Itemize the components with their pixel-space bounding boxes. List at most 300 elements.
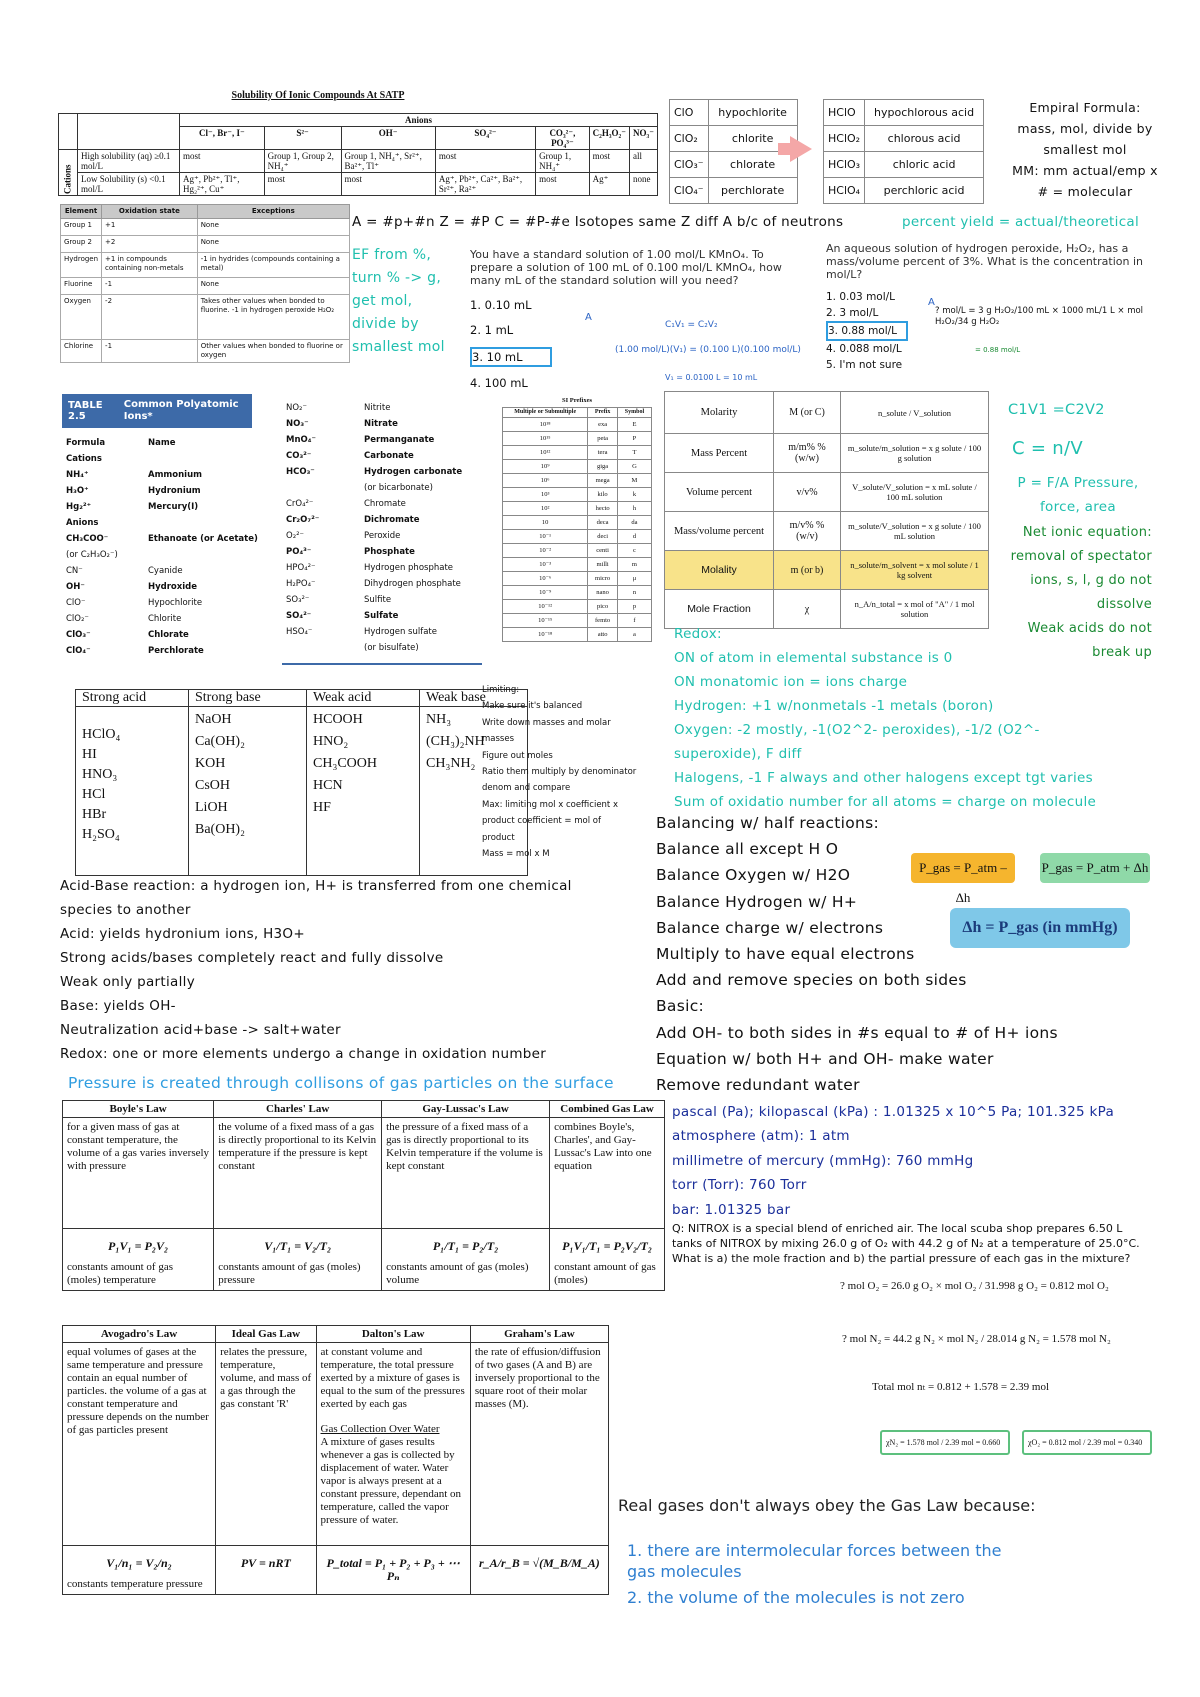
ion-row	[66, 579, 266, 595]
arrow-right-icon	[790, 136, 812, 162]
ion-name: Nitrite	[364, 403, 391, 413]
note-line: Balancing w/ half reactions:	[656, 814, 879, 832]
law-constants: constants amount of gas (moles) volume	[386, 1261, 529, 1286]
anions-label: Anions	[66, 518, 99, 528]
measure-formula: m_solute/m_solution = x g solute / 100 g solution	[841, 434, 989, 473]
table-cell: giga	[588, 460, 618, 474]
formula-cell: HClO₃	[824, 152, 865, 178]
note-line: superoxide), F diff	[674, 746, 802, 762]
ion-name: Hydrogen sulfate	[364, 627, 437, 637]
table-cell: da	[617, 516, 651, 530]
formula-cell: HClO	[824, 100, 865, 126]
h2o2-work: ? mol/L = 3 g H₂O₂/100 mL × 1000 mL/1 L × mol H₂O₂/34 g H₂O₂	[935, 306, 1144, 327]
acid-base-column	[76, 707, 189, 876]
polyatomic-list-2	[286, 400, 486, 656]
nitrox-question: Q: NITROX is a special blend of enriched air. The local scuba shop prepares 6.50 L tanks of NITROX by mixing 26.0 g of O₂ with 44.2 g of N₂ at a temperature of 25.0°C. What is a) the mole fraction and b) the partial pressure of each gas in the mixture?	[672, 1222, 1140, 1265]
note-line: removal of spectator	[1010, 549, 1152, 564]
table-cell: centi	[588, 544, 618, 558]
ion-formula: SO₃²⁻	[286, 595, 310, 605]
note-line: dissolve	[1096, 597, 1152, 612]
solubility-row-label: Low Solubility (s) <0.1 mol/L	[78, 173, 180, 196]
ion-formula: SO₄²⁻	[286, 611, 312, 621]
ion-row	[66, 547, 266, 563]
law-constants: constants amount of gas (moles) temperature	[67, 1261, 174, 1286]
answer-option: 2. 3 mol/L	[826, 307, 879, 319]
gas-law-formula-cell	[216, 1546, 316, 1595]
ion-row	[286, 560, 486, 576]
table-cell: most	[180, 150, 265, 173]
formula-cell: ClO	[670, 100, 709, 126]
note-line: Ratio them multiply by denominator	[482, 767, 637, 778]
note-line: break up	[1092, 645, 1152, 660]
solubility-table	[58, 113, 658, 196]
solubility-section	[58, 90, 658, 196]
cations-label: Cations	[66, 454, 102, 464]
compound: H₂SO₄	[82, 827, 120, 842]
note-line: Make sure it's balanced	[482, 701, 583, 712]
note-line: Mass = mol x M	[482, 849, 550, 860]
table-cell: atto	[588, 628, 618, 642]
answer-option: 5. I'm not sure	[826, 359, 903, 371]
gas-law-formula-cell	[63, 1229, 214, 1291]
ion-row	[66, 595, 266, 611]
compound: HNO₂	[313, 734, 349, 749]
ion-row	[286, 608, 486, 624]
table-cell: -1 in hydrides (compounds containing a metal)	[197, 253, 349, 278]
solubility-title: Solubility Of Ionic Compounds At SATP	[231, 90, 405, 101]
limiting-notes	[482, 682, 662, 862]
measure-symbol: χ	[774, 590, 841, 629]
gas-law-formula-cell	[214, 1229, 382, 1291]
ion-formula: NO₃⁻	[286, 419, 309, 429]
real-gases-title: Real gases don't always obey the Gas Law because:	[618, 1496, 1036, 1515]
gas-law-title: Ideal Gas Law	[216, 1326, 316, 1343]
ion-row	[66, 563, 266, 579]
table-cell: 10⁻⁹	[503, 586, 588, 600]
table-cell: 10	[503, 516, 588, 530]
table-cell: 10⁻³	[503, 558, 588, 572]
measure-name: Mass/volume percent	[665, 512, 774, 551]
formula-cell: ClO₄⁻	[670, 178, 709, 204]
table-cell: None	[197, 236, 349, 253]
ion-row	[286, 480, 486, 496]
anion-header: Cl⁻, Br⁻, I⁻	[180, 127, 265, 150]
compound: HCOOH	[313, 712, 363, 727]
ion-row	[66, 483, 266, 499]
table-cell: -1	[102, 278, 198, 295]
gas-law-title: Boyle's Law	[63, 1101, 214, 1118]
ion-name: Peroxide	[364, 531, 401, 541]
answer-option: 4. 100 mL	[470, 376, 528, 390]
table-row	[665, 512, 989, 551]
table-cell: most	[536, 173, 590, 196]
law-text: for a given mass of gas at constant temperature, the volume of a gas varies inversely with pressure	[67, 1121, 210, 1172]
note-line: Weak only partially	[60, 974, 195, 990]
table-cell: M	[617, 474, 651, 488]
table-cell: micro	[588, 572, 618, 586]
ion-row	[66, 435, 266, 451]
oxidation-state-table	[60, 204, 350, 363]
law-text: combines Boyle's, Charles', and Gay-Lussac's Law into one equation	[554, 1121, 652, 1172]
note-line: Limiting:	[482, 685, 520, 695]
table-row	[61, 253, 350, 278]
answer-option: 4. 0.088 mol/L	[826, 343, 902, 355]
table-cell: 10¹⁵	[503, 432, 588, 446]
ion-formula: ClO⁻	[66, 598, 86, 608]
measure-symbol: m (or b)	[774, 551, 841, 590]
table-cell: mega	[588, 474, 618, 488]
name-cell: hypochlorite	[708, 100, 797, 126]
gas-law-title: Dalton's Law	[316, 1326, 470, 1343]
compound: HCl	[82, 787, 106, 802]
note-line: ON monatomic ion = ions charge	[674, 674, 908, 690]
answer-option: 1. 0.10 mL	[470, 298, 532, 312]
ion-name: Hydronium	[148, 486, 201, 496]
measure-formula: V_solute/V_solution = x mL solute / 100 mL solution	[841, 473, 989, 512]
law-formula: P_total = P₁ + P₂ + P₃ + ⋯ Pₙ	[326, 1556, 460, 1583]
ion-name: Chlorate	[148, 630, 189, 640]
table-cell: hecto	[588, 502, 618, 516]
answer-mark: A	[585, 312, 592, 323]
note-line: Redox:	[674, 626, 722, 642]
note-line: Halogens, -1 F always and other halogens except tgt varies	[674, 770, 1093, 786]
ion-name: (or bicarbonate)	[364, 483, 433, 493]
gas-law-description	[63, 1343, 216, 1546]
table-cell: 10⁶	[503, 474, 588, 488]
table-cell: μ	[617, 572, 651, 586]
dilution-work-2: (1.00 mol/L)(V₁) = (0.100 L)(0.100 mol/L)	[615, 345, 801, 355]
table-cell: most	[341, 173, 435, 196]
ion-name: Sulfate	[364, 611, 399, 621]
acid-base-notes	[60, 874, 660, 1066]
table-header: Oxidation state	[102, 205, 198, 219]
name-cell: chlorous acid	[865, 126, 984, 152]
law-formula: PV = nRT	[240, 1556, 291, 1570]
compound: LiOH	[195, 800, 228, 815]
ion-name: Mercury(I)	[148, 502, 199, 512]
table-cell: -2	[102, 295, 198, 340]
table-header: Multiple or Submultiple	[503, 408, 588, 418]
ion-formula: H₃O⁺	[66, 486, 89, 496]
ion-row	[286, 448, 486, 464]
gas-law-formula-cell	[63, 1546, 216, 1595]
compound: Ca(OH)₂	[195, 734, 245, 749]
note-line: species to another	[60, 902, 191, 918]
ion-name: Nitrate	[364, 419, 398, 429]
table-row	[824, 126, 984, 152]
table-cell: 10¹⁸	[503, 418, 588, 432]
table-row	[670, 152, 798, 178]
table-cell: deci	[588, 530, 618, 544]
formula-cell: ClO₂	[670, 126, 709, 152]
measure-symbol: m/v% % (w/v)	[774, 512, 841, 551]
ion-name: Hydrogen phosphate	[364, 563, 454, 573]
c-nv-note: C = n/V	[1012, 438, 1083, 459]
nitrox-work-o2: ? mol O₂ = 26.0 g O₂ × mol O₂ / 31.998 g O₂ = 0.812 mol O₂	[840, 1280, 1109, 1292]
ion-row	[286, 624, 486, 640]
note-line: # = molecular	[1037, 184, 1133, 199]
table-cell: femto	[588, 614, 618, 628]
law-constants: constants amount of gas (moles) pressure	[218, 1261, 361, 1286]
pressure-units	[672, 1100, 1192, 1222]
table-cell: 10⁹	[503, 460, 588, 474]
table-cell: most	[435, 150, 535, 173]
ion-name: Sulfite	[364, 595, 392, 605]
table-row	[824, 178, 984, 204]
note-line: Base: yields OH-	[60, 998, 176, 1014]
note-line: Hydrogen: +1 w/nonmetals -1 metals (boron)	[674, 698, 994, 714]
note-line: Net ionic equation:	[1022, 525, 1152, 540]
measure-name: Molarity	[665, 392, 774, 434]
law-text: at constant volume and temperature, the total pressure exerted by a mixture of gases is equal to the sum of the pressures exerted by each gas	[320, 1346, 465, 1410]
measure-symbol: M (or C)	[774, 392, 841, 434]
table-cell: P	[617, 432, 651, 446]
note-line: denom and compare	[482, 783, 571, 794]
pgas-minus-box: P_gas = P_atm – Δh	[911, 853, 1015, 883]
table-cell: c	[617, 544, 651, 558]
measure-formula: m_solute/V_solution = x g solute / 100 mL solution	[841, 512, 989, 551]
table-cell: Chlorine	[61, 340, 102, 363]
formula-cell: ClO₃⁻	[670, 152, 709, 178]
table-cell: pico	[588, 600, 618, 614]
note-line: Sum of oxidatio number for all atoms = charge on molecule	[674, 794, 1097, 810]
table-cell: -1	[102, 340, 198, 363]
measure-name: Molality	[665, 551, 774, 590]
gas-law-formula-cell	[470, 1546, 608, 1595]
anion-header: C₂H₃O₂⁻	[589, 127, 629, 150]
answer-option: 2. 1 mL	[470, 323, 514, 337]
mole-fraction-n2: χN₂ = 1.578 mol / 2.39 mol = 0.660	[880, 1430, 1010, 1455]
table-header: Strong base	[189, 690, 307, 707]
table-cell: E	[617, 418, 651, 432]
ion-name: Name	[148, 438, 176, 448]
table-cell: tera	[588, 446, 618, 460]
table-cell: Group 1	[61, 219, 102, 236]
gas-law-description	[470, 1343, 608, 1546]
table-cell: most	[264, 173, 341, 196]
ion-formula: CO₃²⁻	[286, 451, 312, 461]
ion-name: Chlorite	[148, 614, 182, 624]
table-cell: Ag⁺	[589, 173, 629, 196]
law-formula: P₁V₁/T₁ = P₂V₂/T₂	[562, 1239, 652, 1253]
table-cell: most	[589, 150, 629, 173]
table-cell: none	[630, 173, 658, 196]
note-line: Empiral Formula:	[1029, 100, 1141, 115]
note-line: Basic:	[656, 997, 705, 1016]
ion-name: Chromate	[364, 499, 406, 509]
name-cell: hypochlorous acid	[865, 100, 984, 126]
compound: (CH₃)₂NH	[426, 734, 485, 749]
acid-base-column	[307, 707, 420, 876]
table-cell: Hydrogen	[61, 253, 102, 278]
oxyacid-table	[823, 99, 984, 204]
table-cell: Group 2	[61, 236, 102, 253]
anion-header: OH⁻	[341, 127, 435, 150]
note-line: torr (Torr): 760 Torr	[672, 1177, 807, 1194]
answer-option: 3. 10 mL	[470, 347, 552, 367]
table-label: TABLE 2.5	[68, 400, 103, 422]
ion-formula: Formula	[66, 438, 106, 448]
anion-header: SO₄²⁻	[435, 127, 535, 150]
table-cell: 10¹²	[503, 446, 588, 460]
pressure-note: Pressure is created through collisons of gas particles on the surface	[68, 1074, 614, 1092]
pgas-plus-box: P_gas = P_atm + Δh	[1040, 853, 1150, 883]
table-cell: milli	[588, 558, 618, 572]
acid-base-table	[75, 689, 528, 876]
ion-name: Ethanoate (or Acetate)	[148, 534, 258, 544]
table-cell: G	[617, 460, 651, 474]
ion-formula: (or C₂H₃O₂⁻)	[66, 550, 118, 560]
compound: HF	[313, 800, 331, 815]
note-line: Balance charge w/ electrons	[656, 918, 884, 937]
gas-law-title: Charles' Law	[214, 1101, 382, 1118]
table-cell: exa	[588, 418, 618, 432]
ion-row	[286, 592, 486, 608]
ion-row	[286, 544, 486, 560]
ion-name: Hydrogen carbonate	[364, 467, 463, 477]
ion-name: Dihydrogen phosphate	[364, 579, 461, 589]
ion-name: Permanganate	[364, 435, 435, 445]
note-line: get mol,	[352, 293, 413, 309]
answer-option: 1. 0.03 mol/L	[826, 291, 896, 303]
ion-row	[66, 627, 266, 643]
note-line: Multiply to have equal electrons	[656, 945, 915, 964]
table-header: Strong acid	[76, 690, 189, 707]
compound: KOH	[195, 756, 226, 771]
ion-name: Ammonium	[148, 470, 203, 480]
table-title: Common Polyatomic Ions*	[123, 399, 239, 422]
note-line: bar: 1.01325 bar	[672, 1201, 791, 1218]
ion-row	[286, 640, 486, 656]
note-line: Remove redundant water	[656, 1076, 860, 1095]
ion-formula: NH₄⁺	[66, 470, 89, 480]
h2o2-result: = 0.88 mol/L	[975, 346, 1021, 354]
ion-row	[286, 432, 486, 448]
ion-row	[286, 528, 486, 544]
si-title: SI Prefixes	[561, 397, 593, 404]
ion-name: Carbonate	[364, 451, 414, 461]
measure-formula: n_A/n_total = x mol of "A" / 1 mol solution	[841, 590, 989, 629]
atom-definitions: A = #p+#n Z = #P C = #P-#e Isotopes same Z diff A b/c of neutrons	[352, 214, 844, 230]
table-cell: deca	[588, 516, 618, 530]
gas-law-description	[214, 1118, 382, 1229]
note-line: ions, s, l, g do not	[1030, 573, 1152, 588]
compound: NH₃	[426, 712, 452, 727]
compound: HClO₄	[82, 727, 121, 742]
ion-formula: Hg₂²⁺	[66, 502, 92, 512]
note-line: millimetre of mercury (mmHg): 760 mmHg	[672, 1152, 974, 1169]
table-cell: k	[617, 488, 651, 502]
gas-law-description	[382, 1118, 550, 1229]
ion-formula: H₂PO₄⁻	[286, 579, 316, 589]
law-text: the rate of effusion/diffusion of two gases (A and B) are inversely proportional to the square root of their molar masses (M).	[474, 1346, 601, 1410]
table-cell: Group 1, NH₄⁺	[536, 150, 590, 173]
note-line: Acid: yields hydronium ions, H3O+	[60, 926, 305, 942]
table-cell: +1 in compounds containing non-metals	[102, 253, 198, 278]
table-cell: a	[617, 628, 651, 642]
gas-law-title: Gay-Lussac's Law	[382, 1101, 550, 1118]
gas-laws-table-2	[62, 1325, 609, 1595]
ion-formula: O₂²⁻	[286, 531, 304, 541]
measure-formula: n_solute / V_solution	[841, 392, 989, 434]
note-line: Add and remove species on both sides	[656, 971, 967, 990]
note-line: masses	[482, 734, 515, 745]
law-formula: V₁/T₁ = V₂/T₂	[264, 1239, 332, 1253]
pressure-definition	[998, 471, 1158, 519]
compound: HI	[82, 747, 97, 762]
ion-formula: CN⁻	[66, 566, 83, 576]
table-row	[824, 100, 984, 126]
name-cell: chlorate	[708, 152, 797, 178]
anion-header: CO₃²⁻, PO₄³⁻	[536, 127, 590, 150]
law-formula: P₁/T₁ = P₂/T₂	[432, 1239, 499, 1253]
compound: HNO₃	[82, 767, 118, 782]
ion-name: Hydroxide	[148, 582, 198, 592]
measure-symbol: m/m% % (w/w)	[774, 434, 841, 473]
table-cell: None	[197, 219, 349, 236]
table-cell: Oxygen	[61, 295, 102, 340]
table-header: Symbol	[617, 408, 651, 418]
table-row	[61, 278, 350, 295]
answer-option: 3. 0.88 mol/L	[826, 321, 908, 341]
cations-label: Cations	[59, 150, 78, 196]
note-line: MM: mm actual/emp x	[1012, 163, 1158, 178]
note-line: EF from %,	[352, 247, 432, 263]
note-line: divide by	[352, 316, 419, 332]
measure-name: Mass Percent	[665, 434, 774, 473]
table-row	[665, 392, 989, 434]
ion-name: (or bisulfate)	[364, 643, 419, 653]
table-row	[61, 295, 350, 340]
gas-law-title: Avogadro's Law	[63, 1326, 216, 1343]
question-text: You have a standard solution of 1.00 mol/L KMnO₄. To prepare a solution of 100 mL of 0.100 mol/L KMnO₄, how many mL of the standard solution will you need?	[470, 248, 782, 287]
ion-row	[286, 464, 486, 480]
table-row	[61, 236, 350, 253]
table-row	[670, 178, 798, 204]
note-line: pascal (Pa); kilopascal (kPa) : 1.01325 x 10^5 Pa; 101.325 kPa	[672, 1104, 1115, 1120]
law-formula: r_A/r_B = √(M_B/M_A)	[479, 1556, 600, 1570]
table-cell: 10⁻¹	[503, 530, 588, 544]
note-line: force, area	[1040, 499, 1116, 515]
law-text: the pressure of a fixed mass of a gas is directly proportional to its Kelvin temperature if the volume is kept constant	[386, 1121, 543, 1172]
table-cell: 10³	[503, 488, 588, 502]
note-line: mass, mol, divide by	[1017, 121, 1153, 136]
compound: CH₃NH₂	[426, 756, 476, 771]
table-cell: Group 1, NH₄⁺, Sr²⁺, Ba²⁺, Tl⁺	[341, 150, 435, 173]
compound: CH₃COOH	[313, 756, 377, 771]
anions-label: Anions	[180, 114, 658, 127]
table-cell: m	[617, 558, 651, 572]
ion-name: Dichromate	[364, 515, 420, 525]
table-cell: kilo	[588, 488, 618, 502]
empirical-notes	[1000, 97, 1170, 202]
measure-formula: n_solute/m_solvent = x mol solute / 1 kg solvent	[841, 551, 989, 590]
dilution-work-3: V₁ = 0.0100 L = 10 mL	[665, 373, 758, 382]
table-header: Prefix	[588, 408, 618, 418]
ion-name: Phosphate	[364, 547, 415, 557]
table-cell: T	[617, 446, 651, 460]
table-cell: 10²	[503, 502, 588, 516]
table-row	[665, 551, 989, 590]
law-subtitle: Gas Collection Over Water	[320, 1423, 440, 1435]
table-row	[824, 152, 984, 178]
table-cell: h	[617, 502, 651, 516]
gas-law-formula-cell	[316, 1546, 470, 1595]
note-line: smallest mol	[1043, 142, 1127, 157]
nitrox-total: Total mol nₜ = 0.812 + 1.578 = 2.39 mol	[872, 1381, 1049, 1393]
table-header: Element	[61, 205, 102, 219]
table-cell: peta	[588, 432, 618, 446]
